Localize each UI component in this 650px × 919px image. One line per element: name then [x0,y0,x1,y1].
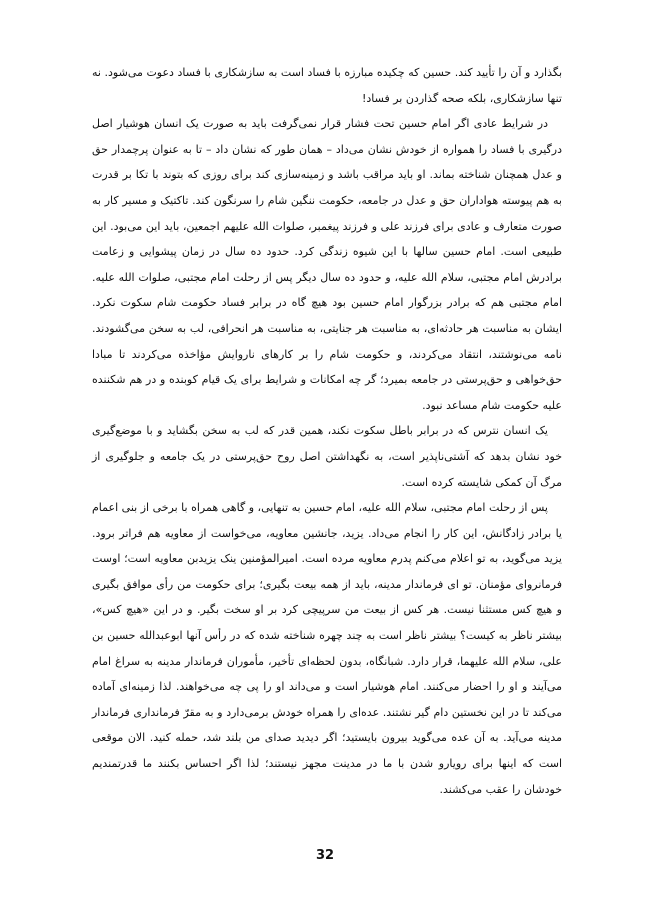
paragraph-1: بگذارد و آن را تأیید کند. حسین که چکیده مبارزه با فساد است به سازشکاری با فساد دعوت می‌شود. نه تنها سازشکاری، بلکه صحه گذاردن بر فساد! [92,66,562,105]
paragraph-3: یک انسان نترس که در برابر باطل سکوت نکند، همین قدر که لب به سخن بگشاید و با موضع‌گیری خود نشان بدهد که آشتی‌ناپذیر است، به نگهداشتن اصل روح حق‌پرستی در یک جامعه و جلوگیری از مرگ آن کمکی شایسته کرده است. [92,424,562,489]
body-text [92,60,562,802]
page-number: 32 [315,848,335,863]
paragraph-2: در شرایط عادی اگر امام حسین تحت فشار قرار نمی‌گرفت باید به صورت یک انسان هوشیار اصل درگیری با فساد را همواره از خودش نشان می‌داد – همان طور که نشان داد – تا به عنوان پرچمدار حق و عدل همچنان شناخته بماند. او باید مراقب باشد و زمینه‌سازی کند برای روزی که بتوند با تکا بر قدرت به هم پیوسته هواداران حق و عدل در جامعه، حکومت ننگین شام را سرنگون کند. تاکتیک و مسیر کار به صورت متعارف و عادی برای فرزند علی و فرزند پیغمبر، صلوات الله علیهم اجمعین، باید این می‌بود. این طبیعی است. امام حسین سالها با این شیوه زندگی کرد. حدود ده سال در زمان پیشوایی و زعامت برادرش امام مجتبی، سلام الله علیه، و حدود ده سال دیگر پس از رحلت امام مجتبی، صلوات الله علیه. امام مجتبی هم که برادر بزرگوار امام حسین بود هیچ گاه در برابر فساد حکومت شام سکوت نکرد. ایشان به مناسبت هر حادثه‌ای، به مناسبت هر جنایتی، به مناسبت هر انحرافی، لب به سخن می‌گشودند. نامه می‌نوشتند، انتقاد می‌کردند، و حکومت شام را بر کارهای ناروایش مؤاخذه می‌کردند تا مبادا حق‌خواهی و حق‌پرستی در جامعه بمیرد؛ گر چه امکانات و شرایط برای یک قیام کوبنده و در هم شکننده علیه حکومت شام مساعد نبود. [92,117,562,412]
paragraph-4: پس از رحلت امام مجتبی، سلام الله علیه، امام حسین به تنهایی، و گاهی همراه با برخی از بنی اعمام یا برادر زادگانش، این کار را انجام می‌داد. یزید، جانشین معاویه، می‌خواست از معاویه هم فراتر برود. یزید می‌گوید، به تو اعلام می‌کنم پدرم معاویه مرده است. امیرالمؤمنین ینک یزیدبن معاویه است؛ اوست فرمانروای مؤمنان. تو ای فرماندار مدینه، باید از همه بیعت بگیری؛ برای حکومت من رأی موافق بگیری و هیچ کس مستثنا نیست. هر کس از بیعت من سرپیچی کرد بر او سخت بگیر. و در این «هیچ کس»، بیشتر ناظر به کیست؟ بیشتر ناظر است به چند چهره شناخته شده که در رأس آنها ابوعبدالله حسین بن علی، سلام الله علیهما، قرار دارد. شبانگاه، بدون لحظه‌ای تأخیر، مأموران فرماندار مدینه به سراغ امام می‌آیند و او را احضار می‌کنند. امام هوشیار است و می‌داند او را پی چه می‌خواهند. لذا زمینه‌ای آماده می‌کند تا در این نخستین دام گیر نشتند. عده‌ای را همراه خودش برمی‌دارد و به مقرّ فرمانداری فرماندار مدینه می‌آید. به آن عده می‌گوید بیرون بایستید؛ اگر دیدید صدای من بلند شد، حمله کنید. الان موقعی است که اینها برای رویارو شدن با ما در مدینت مجهز نیستند؛ لذا اگر احساس بکنند ما قدرتمندیم خودشان را عقب می‌کشند. [92,501,562,796]
